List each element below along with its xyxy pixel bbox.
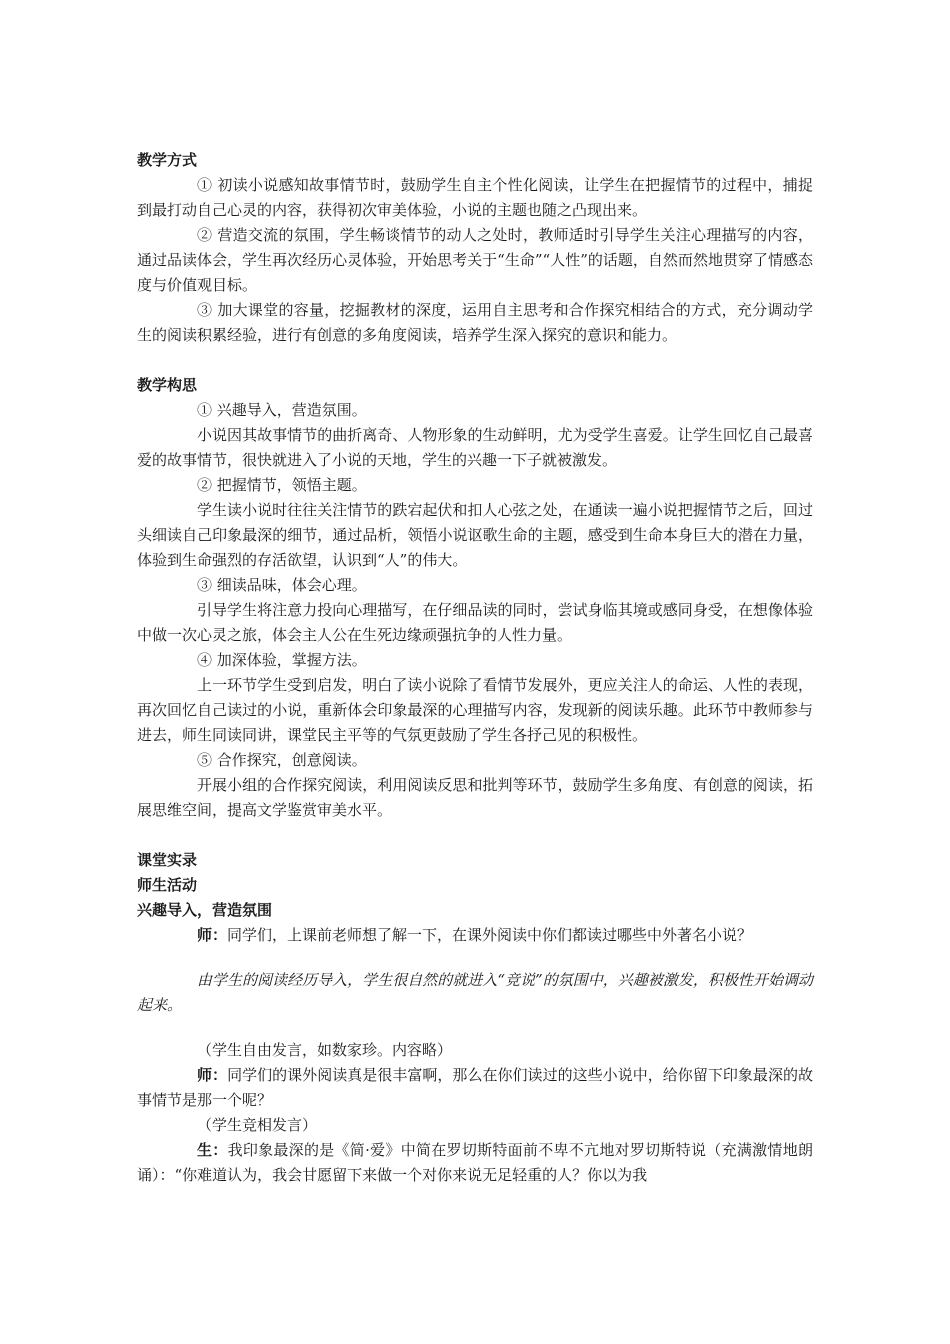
- concept-step-3: ③ 细读品味，体会心理。: [197, 576, 367, 594]
- section-heading-concept: 教学构思: [137, 376, 198, 394]
- speaker-label: 生：: [197, 1141, 228, 1159]
- teaching-note: 由学生的阅读经历导入，学生很自然的就进入“竞说”的氛围中，兴趣被激发，积极性开始调动起来。: [137, 971, 813, 1014]
- student-line-1: [137, 1138, 813, 1188]
- concept-desc-3: 引导学生将注意力投向心理描写，在仔细品读的同时，尝试身临其境或感同身受，在想像体验中做一次心灵之旅，体会主人公在生死边缘顽强抗争的人性力量。: [137, 601, 813, 644]
- section-heading-record: 课堂实录: [137, 851, 198, 869]
- concept-step-5: ⑤ 合作探究，创意阅读。: [197, 751, 367, 769]
- stage-direction-2: （学生竞相发言）: [197, 1116, 318, 1134]
- method-item-1: ① 初读小说感知故事情节时，鼓励学生自主个性化阅读，让学生在把握情节的过程中，捕捉到最打动自己心灵的内容，获得初次审美体验，小说的主题也随之凸现出来。: [137, 176, 813, 219]
- concept-desc-2: 学生读小说时往往关注情节的跌宕起伏和扣人心弦之处，在通读一遍小说把握情节之后，回过头细读自己印象最深的细节，通过品析，领悟小说讴歌生命的主题，感受到生命本身巨大的潜在力量，体验到生命强烈的存活欲望，认识到“人”的伟大。: [137, 501, 813, 569]
- concept-desc-4: 上一环节学生受到启发，明白了读小说除了看情节发展外，更应关注人的命运、人性的表现，再次回忆自己读过的小说，重新体会印象最深的心理描写内容，发现新的阅读乐趣。此环节中教师参与进去，师生同读同讲，课堂民主平等的气氛更鼓励了学生各抒己见的积极性。: [137, 676, 813, 744]
- step-heading: 兴趣导入，营造氛围: [137, 901, 273, 919]
- method-item-2: ② 营造交流的氛围，学生畅谈情节的动人之处时，教师适时引导学生关注心理描写的内容，通过品读体会，学生再次经历心灵体验，开始思考关于“生命”“人性”的话题，自然而然地贯穿了情感态度与价值观目标。: [137, 226, 813, 294]
- teacher-line-2: [137, 1063, 813, 1113]
- subheading-activities: 师生活动: [137, 876, 198, 894]
- concept-step-4: ④ 加深体验，掌握方法。: [197, 651, 367, 669]
- stage-direction-1: （学生自由发言，如数家珍。内容略）: [197, 1041, 453, 1059]
- note-gap: [137, 1018, 813, 1038]
- teacher-line-1: [137, 923, 813, 948]
- student-text: 我印象最深的是《简·爱》中简在罗切斯特面前不卑不亢地对罗切斯特说（充满激情地朗诵）：“你难道认为，我会甘愿留下来做一个对你来说无足轻重的人？你以为我: [137, 1141, 813, 1184]
- concept-step-2: ② 把握情节，领悟主题。: [197, 476, 367, 494]
- concept-step-1: ① 兴趣导入，营造氛围。: [197, 401, 367, 419]
- teacher-text: 同学们的课外阅读真是很丰富啊，那么在你们读过的这些小说中，给你留下印象最深的故事情节是那一个呢？: [137, 1066, 813, 1109]
- concept-desc-1: 小说因其故事情节的曲折离奇、人物形象的生动鲜明，尤为受学生喜爱。让学生回忆自己最喜爱的故事情节，很快就进入了小说的天地，学生的兴趣一下子就被激发。: [137, 426, 813, 469]
- section-heading-method: 教学方式: [137, 151, 198, 169]
- method-item-3: ③ 加大课堂的容量，挖掘教材的深度，运用自主思考和合作探究相结合的方式，充分调动学生的阅读积累经验，进行有创意的多角度阅读，培养学生深入探究的意识和能力。: [137, 301, 813, 344]
- section-gap: [137, 348, 813, 373]
- note-gap: [137, 948, 813, 968]
- speaker-label: 师：: [197, 1066, 228, 1084]
- section-gap: [137, 823, 813, 848]
- document-body: [137, 148, 813, 1188]
- speaker-label: 师：: [197, 926, 228, 944]
- teacher-text: 同学们，上课前老师想了解一下，在课外阅读中你们都读过哪些中外著名小说？: [227, 926, 753, 944]
- concept-desc-5: 开展小组的合作探究阅读，利用阅读反思和批判等环节，鼓励学生多角度、有创意的阅读，拓展思维空间，提高文学鉴赏审美水平。: [137, 776, 813, 819]
